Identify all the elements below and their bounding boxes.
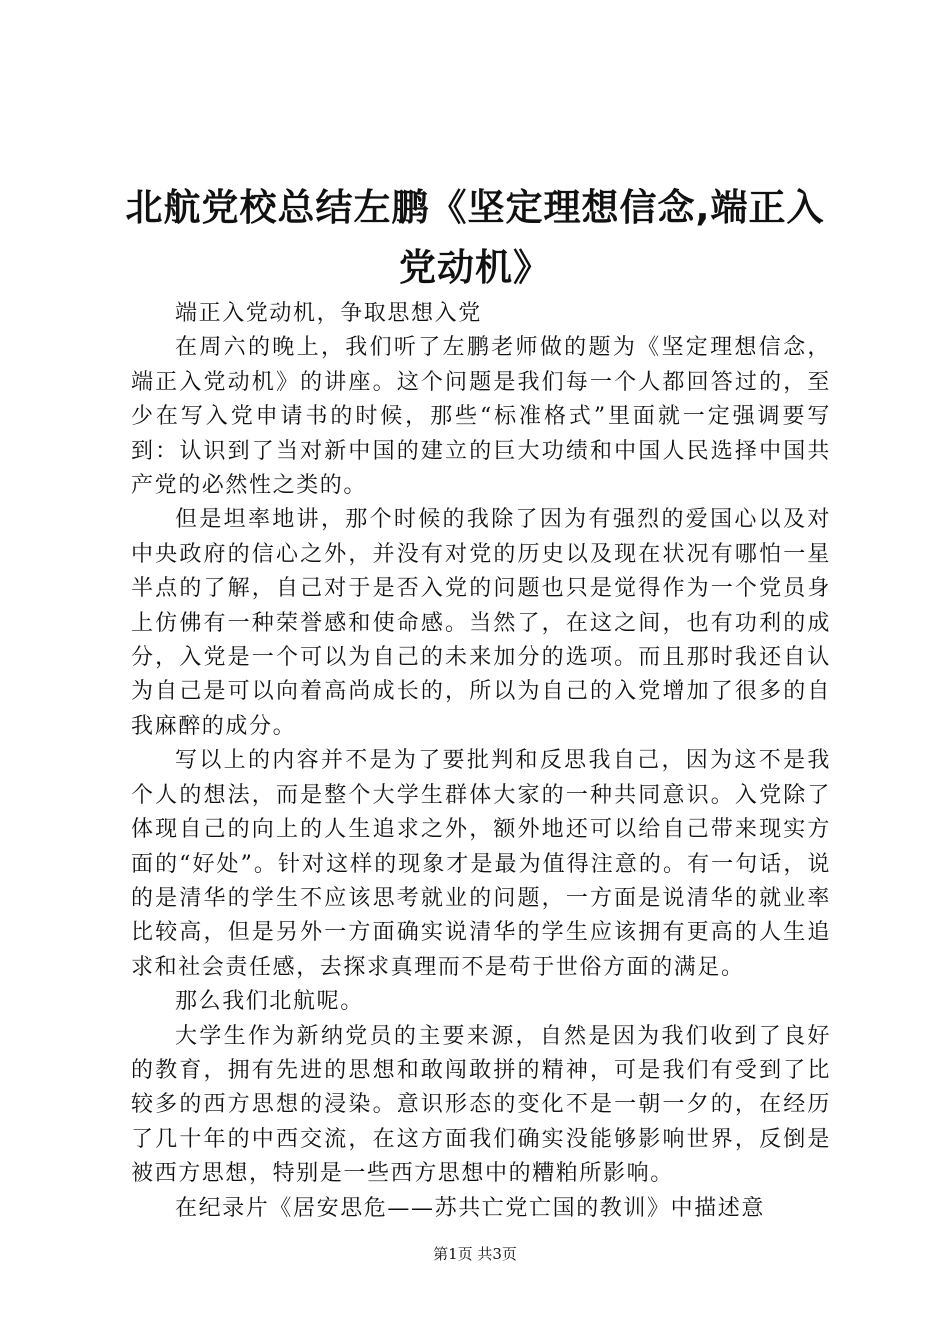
document-title: 北航党校总结左鹏《坚定理想信念,端正入党动机》 (125, 186, 825, 289)
page-number-footer: 第1页 共3页 (433, 1245, 517, 1263)
paragraph: 写以上的内容并不是为了要批判和反思我自己，因为这不是我个人的想法，而是整个大学生群体大家的一种共同意识。入党除了体现自己的向上的人生追求之外，额外地还可以给自己带来现实方面的“好处”。针对这样的现象才是最为值得注意的。有一句话，说的是清华的学生不应该思考就业的问题，一方面是说清华的就业率比较高，但是另外一方面确实说清华的学生应该拥有更高的人生追求和社会责任感，去探求真理而不是苟于世俗方面的满足。 (131, 748, 831, 980)
paragraph: 在周六的晚上，我们听了左鹏老师做的题为《坚定理想信念，端正入党动机》的讲座。这个问题是我们每一个人都回答过的，至少在写入党申请书的时候，那些“标准格式”里面就一定强调要写到：认识到了当对新中国的建立的巨大功绩和中国人民选择中国共产党的必然性之类的。 (131, 335, 831, 499)
paragraph: 那么我们北航呢。 (175, 989, 364, 1015)
paragraph: 在纪录片《居安思危——苏共亡党亡国的教训》中描述意 (175, 1195, 766, 1221)
document-body (131, 297, 831, 1226)
paragraph-subtitle: 端正入党动机，争取思想入党 (175, 301, 482, 326)
paragraph: 但是坦率地讲，那个时候的我除了因为有强烈的爱国心以及对中央政府的信心之外，并没有对党的历史以及现在状况有哪怕一星半点的了解，自己对于是否入党的问题也只是觉得作为一个党员身上仿佛有一种荣誉感和使命感。当然了，在这之间，也有功利的成分，入党是一个可以为自己的未来加分的选项。而且那时我还自认为自己是可以向着高尚成长的，所以为自己的入党增加了很多的自我麻醉的成分。 (131, 507, 831, 739)
paragraph: 大学生作为新纳党员的主要来源，自然是因为我们收到了良好的教育，拥有先进的思想和敢闯敢拼的精神，可是我们有受到了比较多的西方思想的浸染。意识形态的变化不是一朝一夕的，在经历了几十年的中西交流，在这方面我们确实没能够影响世界，反倒是被西方思想，特别是一些西方思想中的糟粕所影响。 (131, 1023, 831, 1187)
